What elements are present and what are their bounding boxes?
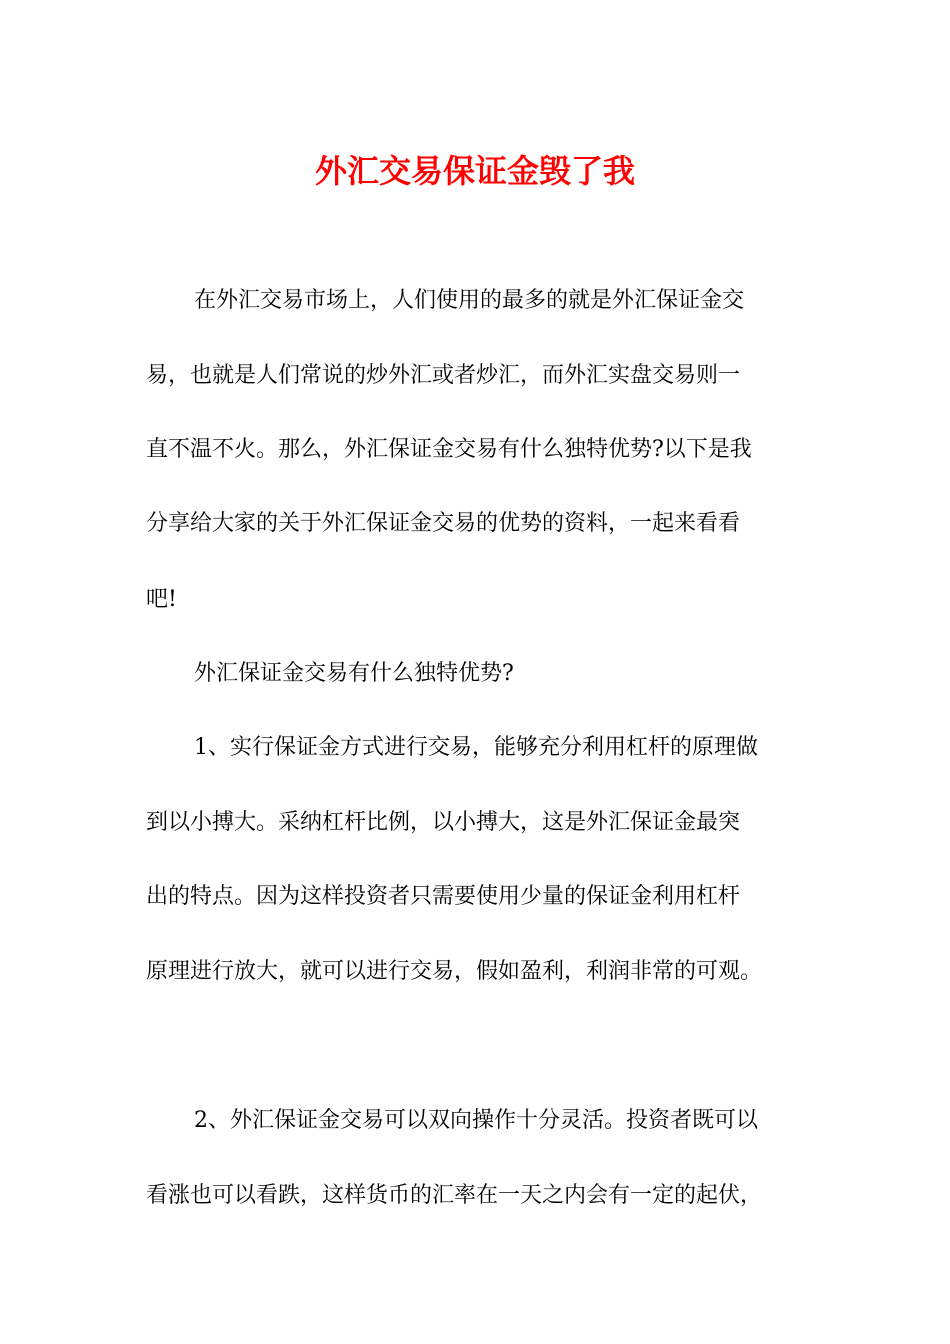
paragraph-line: 吧! <box>146 587 177 612</box>
paragraph-line: 在外汇交易市场上，人们使用的最多的就是外汇保证金交 <box>194 288 745 313</box>
paragraph-line: 易，也就是人们常说的炒外汇或者炒汇，而外汇实盘交易则一 <box>146 363 741 388</box>
paragraph-line: 分享给大家的关于外汇保证金交易的优势的资料，一起来看看 <box>146 511 741 536</box>
paragraph-line: 出的特点。因为这样投资者只需要使用少量的保证金利用杠杆 <box>146 884 741 909</box>
document-title: 外汇交易保证金毁了我 <box>314 152 635 190</box>
paragraph-line: 1、实行保证金方式进行交易，能够充分利用杠杆的原理做 <box>194 735 758 760</box>
section-question: 外汇保证金交易有什么独特优势? <box>194 661 514 686</box>
paragraph-line: 到以小搏大。采纳杠杆比例，以小搏大，这是外汇保证金最突 <box>146 810 741 835</box>
paragraph-line: 直不温不火。那么，外汇保证金交易有什么独特优势?以下是我 <box>146 437 752 462</box>
paragraph-line: 2、外汇保证金交易可以双向操作十分灵活。投资者既可以 <box>194 1108 758 1133</box>
paragraph-line: 原理进行放大，就可以进行交易，假如盈利，利润非常的可观。 <box>146 959 763 984</box>
paragraph-line: 看涨也可以看跌，这样货币的汇率在一天之内会有一定的起伏， <box>146 1183 763 1208</box>
